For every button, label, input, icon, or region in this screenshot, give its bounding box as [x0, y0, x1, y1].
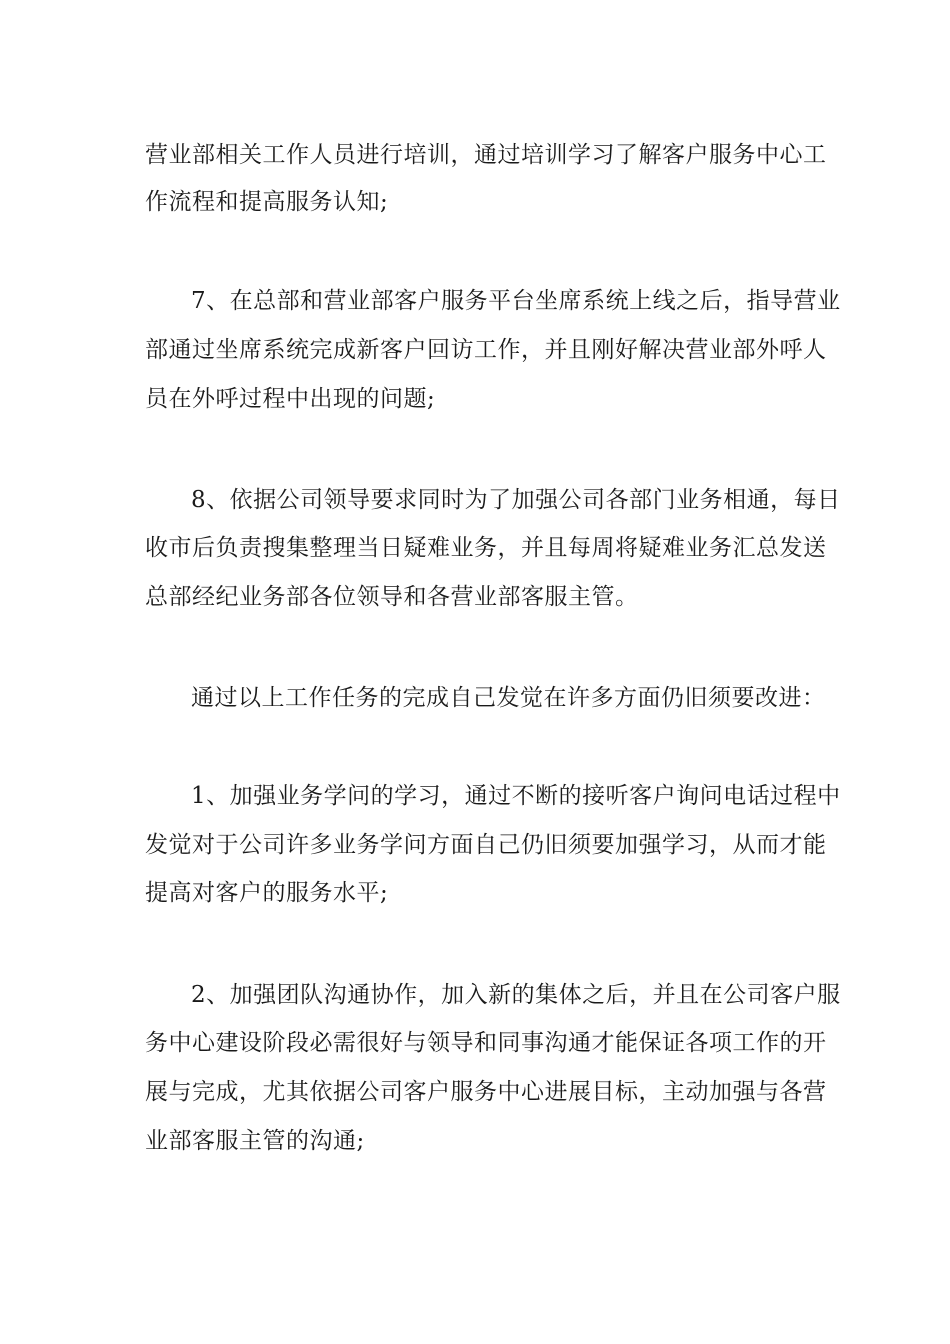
text-line: 业部客服主管的沟通; [145, 1128, 365, 1154]
text-line: 发觉对于公司许多业务学问方面自己仍旧须要加强学习，从而才能 [145, 832, 827, 858]
text-line: 1、加强业务学问的学习，通过不断的接听客户询问电话过程中 [191, 783, 841, 809]
text-line: 展与完成，尤其依据公司客户服务中心进展目标，主动加强与各营 [145, 1079, 827, 1105]
text-line: 收市后负责搜集整理当日疑难业务，并且每周将疑难业务汇总发送 [145, 535, 827, 561]
text-line: 部通过坐席系统完成新客户回访工作，并且刚好解决营业部外呼人 [145, 337, 827, 363]
text-line: 7、在总部和营业部客户服务平台坐席系统上线之后，指导营业 [191, 288, 841, 314]
text-line: 提高对客户的服务水平; [145, 880, 389, 906]
text-line: 员在外呼过程中出现的问题; [145, 386, 436, 412]
text-line: 通过以上工作任务的完成自己发觉在许多方面仍旧须要改进： [191, 685, 826, 711]
text-line: 务中心建设阶段必需很好与领导和同事沟通才能保证各项工作的开 [145, 1030, 827, 1056]
text-line: 总部经纪业务部各位领导和各营业部客服主管。 [145, 584, 639, 610]
text-line: 8、依据公司领导要求同时为了加强公司各部门业务相通，每日 [191, 487, 841, 513]
text-line: 营业部相关工作人员进行培训，通过培训学习了解客户服务中心工 [145, 142, 827, 168]
text-line: 2、加强团队沟通协作，加入新的集体之后，并且在公司客户服 [191, 982, 841, 1008]
text-line: 作流程和提高服务认知; [145, 189, 389, 215]
